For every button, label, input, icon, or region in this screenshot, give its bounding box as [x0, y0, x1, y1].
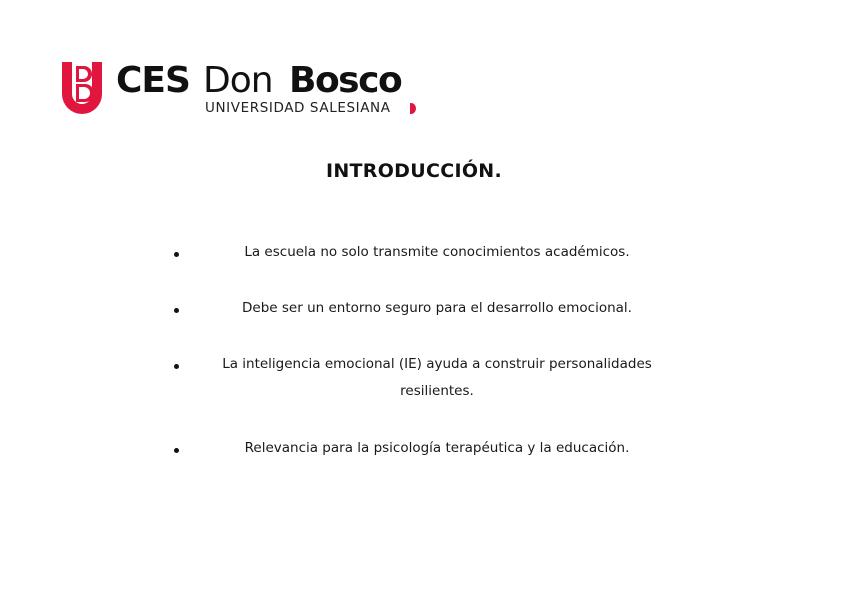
page-title: INTRODUCCIÓN.: [325, 160, 503, 182]
bullet-dot-icon: [174, 252, 179, 257]
bullet-dot-icon: [174, 448, 179, 453]
logo-ces-text: CES: [116, 60, 190, 101]
bullet-dot-icon: [174, 308, 179, 313]
logo-bosco-text: Bosco: [289, 60, 402, 101]
logo-subtitle: UNIVERSIDAD SALESIANA: [205, 100, 391, 116]
logo-don-text: Don: [203, 60, 273, 101]
bullet-text: Relevancia para la psicología terapéutica y la educación.: [244, 440, 630, 456]
bullet-text: Debe ser un entorno seguro para el desarrollo emocional.: [242, 300, 632, 316]
ces-don-bosco-emblem-icon: [58, 60, 106, 118]
bullet-text: La escuela no solo transmite conocimientos académicos.: [244, 244, 630, 260]
bullet-dot-icon: [174, 364, 179, 369]
ces-don-bosco-logo: [58, 58, 418, 120]
bullet-text: La inteligencia emocional (IE) ayuda a construir personalidades resilientes.: [222, 356, 652, 399]
logo-accent-mark-icon: [410, 103, 416, 114]
